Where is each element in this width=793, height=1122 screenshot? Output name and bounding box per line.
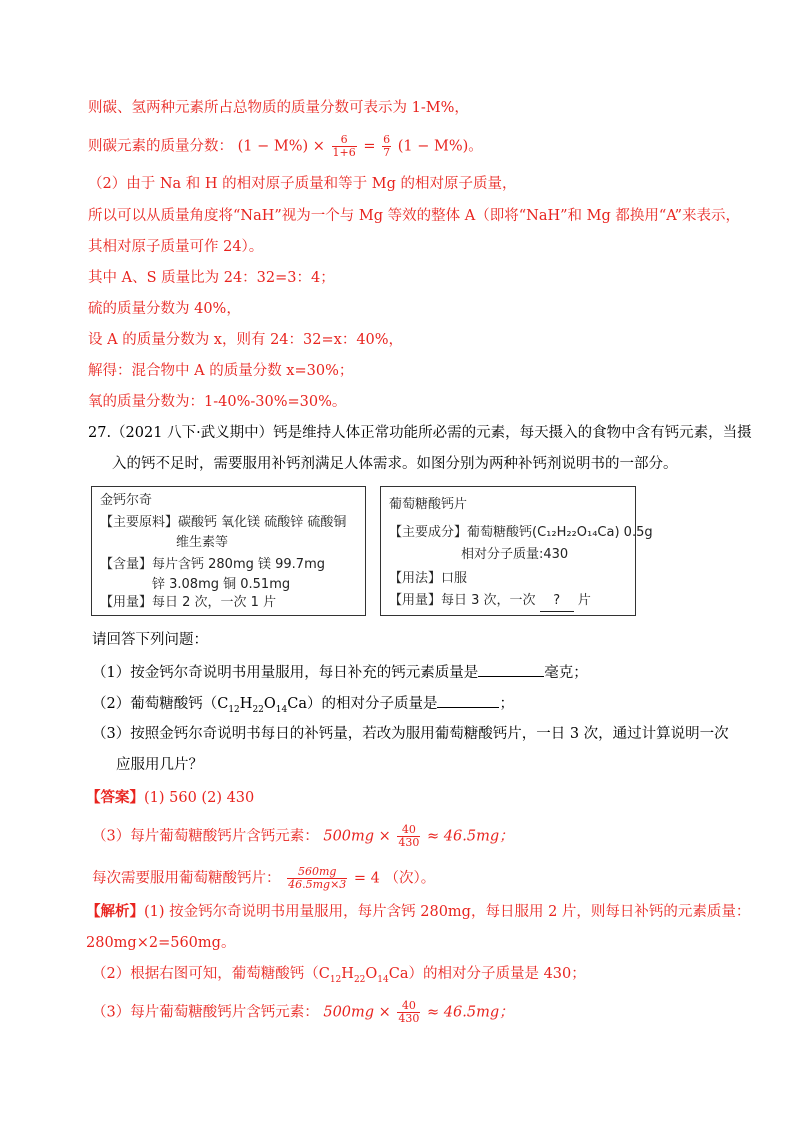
box1-title: 金钙尔奇 (100, 493, 153, 508)
box1-content-cont: 锌 3.08mg 铜 0.51mg (152, 577, 291, 592)
analysis-3-a: （2）根据右图可知，葡萄糖酸钙（C (92, 966, 330, 982)
subquestion-1-unit: 毫克； (544, 665, 588, 681)
fraction-6-over-7: $\frac{6}{7}$ (383, 133, 391, 159)
subq2-sub-3: 14 (275, 704, 288, 715)
answer-line-1 (86, 788, 254, 808)
box1-content: 【含量】每片含钙 280mg 镁 99.7mg (100, 557, 325, 572)
analysis-3-sub-2: 22 (353, 974, 366, 985)
box1-ingredients-cont: 维生素等 (176, 535, 229, 550)
subq2-part-c: O (263, 696, 276, 712)
box2-molar-mass: 相对分子质量:430 (461, 547, 569, 562)
analysis-3-b: H (341, 966, 354, 982)
subq2-part-a: （2）葡萄糖酸钙（C (92, 696, 229, 712)
subquestions-intro: 请回答下列问题： (92, 632, 208, 648)
analysis-3-c: O (365, 966, 378, 982)
formula-part-b: (1 − M%)。 (397, 138, 483, 155)
box1-ingredients: 【主要原料】碳酸钙 氧化镁 硫酸锌 硫酸铜 (100, 515, 347, 530)
subquestion-1 (92, 662, 588, 683)
box2-dosage-unit: 片 (577, 593, 591, 608)
subquestion-1-text: （1）按金钙尔奇说明书用量服用，每日补充的钙元素质量是 (92, 665, 479, 681)
answer-2-result: ≈ 46.5mg； (427, 828, 514, 845)
solution-line-6: 其中 A、S 质量比为 24：32=3：4； (88, 270, 335, 286)
answer-blank-2[interactable] (437, 693, 499, 708)
solution-line-1: 则碳、氢两种元素所占总物质的质量分数可表示为 1-M%， (88, 100, 469, 116)
answer-line-2 (92, 824, 514, 849)
formula-part-a: (1 − M%) × (237, 138, 325, 155)
label-box-jingaierqi (91, 486, 366, 616)
solution-line-3: （2）由于 Na 和 H 的相对原子质量和等于 Mg 的相对原子质量， (88, 176, 517, 192)
analysis-fraction-40-over-430: $\frac{40}{430}$ (398, 999, 420, 1025)
analysis-4-prefix: （3）每片葡萄糖酸钙片含钙元素： (92, 1004, 319, 1021)
box2-usage: 【用法】口服 (389, 571, 468, 586)
fraction-6-over-7-sum: $\frac{6}{1+6}$ (332, 133, 356, 159)
analysis-3-sub-3: 14 (377, 974, 389, 985)
analysis-4-result: ≈ 46.5mg； (427, 1004, 514, 1021)
label-box-calcium-gluconate (380, 486, 653, 616)
answer-2-prefix: （3）每片葡萄糖酸钙片含钙元素： (92, 828, 319, 845)
answer-3-result: = 4 （次）。 (353, 870, 436, 887)
answer-2-mass: 500mg × (323, 828, 391, 845)
solution-line-4: 所以可以从质量角度将“NaH”视为一个与 Mg 等效的整体 A（即将“NaH”和 Mg 都换用“A”来表示， (88, 208, 741, 224)
answer-blank-1[interactable] (478, 662, 544, 677)
analysis-text-1: (1) 按金钙尔奇说明书用量服用，每片含钙 280mg，每日服用 2 片，则每日补钙的元素质量： (144, 904, 751, 920)
analysis-line-3 (92, 964, 586, 990)
question-27-line-2: 入的钙不足时，需要服用补钙剂满足人体需求。如图分别为两种补钙剂说明书的一部分。 (112, 456, 678, 472)
box2-dosage-text: 【用量】每日 3 次，一次 (389, 593, 536, 608)
answer-line-3 (92, 866, 435, 891)
analysis-line-1 (86, 902, 750, 922)
subq2-sub-2: 22 (252, 704, 264, 715)
analysis-line-4 (92, 1000, 514, 1025)
solution-line-2 (88, 134, 483, 159)
subq2-sub-1: 12 (228, 704, 240, 715)
analysis-4-mass: 500mg × (323, 1004, 391, 1021)
solution-line-9: 解得：混合物中 A 的质量分数 x=30%； (88, 363, 354, 379)
answer-3-prefix: 每次需要服用葡萄糖酸钙片： (92, 870, 281, 887)
box1-dosage: 【用量】每日 2 次，一次 1 片 (100, 595, 277, 610)
solution-line-5: 其相对原子质量可作 24）。 (88, 239, 264, 255)
analysis-tag: 【解析】 (86, 903, 144, 920)
solution-line-7: 硫的质量分数为 40%， (88, 301, 241, 317)
box2-dosage (389, 591, 591, 612)
answer-tag: 【答案】 (86, 789, 144, 806)
box2-dosage-blank: ? (540, 591, 574, 612)
box2-ingredients: 【主要成分】葡萄糖酸钙(C₁₂H₂₂O₁₄Ca) 0.5g (389, 525, 653, 540)
solution-line-8: 设 A 的质量分数为 x，则有 24：32=x：40%， (88, 332, 404, 348)
analysis-3-sub-1: 12 (329, 974, 342, 985)
analysis-3-d: Ca）的相对分子质量是 430； (388, 966, 586, 982)
fraction-40-over-430: $\frac{40}{430}$ (398, 823, 420, 849)
subq2-part-e: ； (499, 696, 514, 712)
subquestion-2 (92, 693, 514, 720)
question-27-line-1: 27.（2021 八下·武义期中）钙是维持人体正常功能所必需的元素，每天摄入的食物中含有钙元素，当摄 (88, 425, 752, 441)
answer-values: (1) 560 (2) 430 (144, 790, 255, 806)
solution-line-10: 氧的质量分数为：1-40%-30%=30%。 (88, 394, 347, 410)
solution-line-2-prefix: 则碳元素的质量分数： (88, 138, 233, 155)
box2-title: 葡萄糖酸钙片 (389, 497, 468, 512)
subquestion-3-line-2: 应服用几片？ (116, 757, 203, 773)
subq2-part-d: Ca）的相对分子质量是 (287, 696, 438, 712)
subq2-part-b: H (239, 696, 253, 712)
equals-sign: = (363, 138, 376, 155)
subquestion-3-line-1: （3）按照金钙尔奇说明书每日的补钙量，若改为服用葡萄糖酸钙片，一日 3 次，通过计算说明一次 (92, 726, 729, 742)
fraction-560-over-139: $\frac{560mg}{46.5mg\times 3}$ (288, 865, 347, 891)
analysis-line-2: 280mg×2=560mg。 (86, 935, 236, 951)
